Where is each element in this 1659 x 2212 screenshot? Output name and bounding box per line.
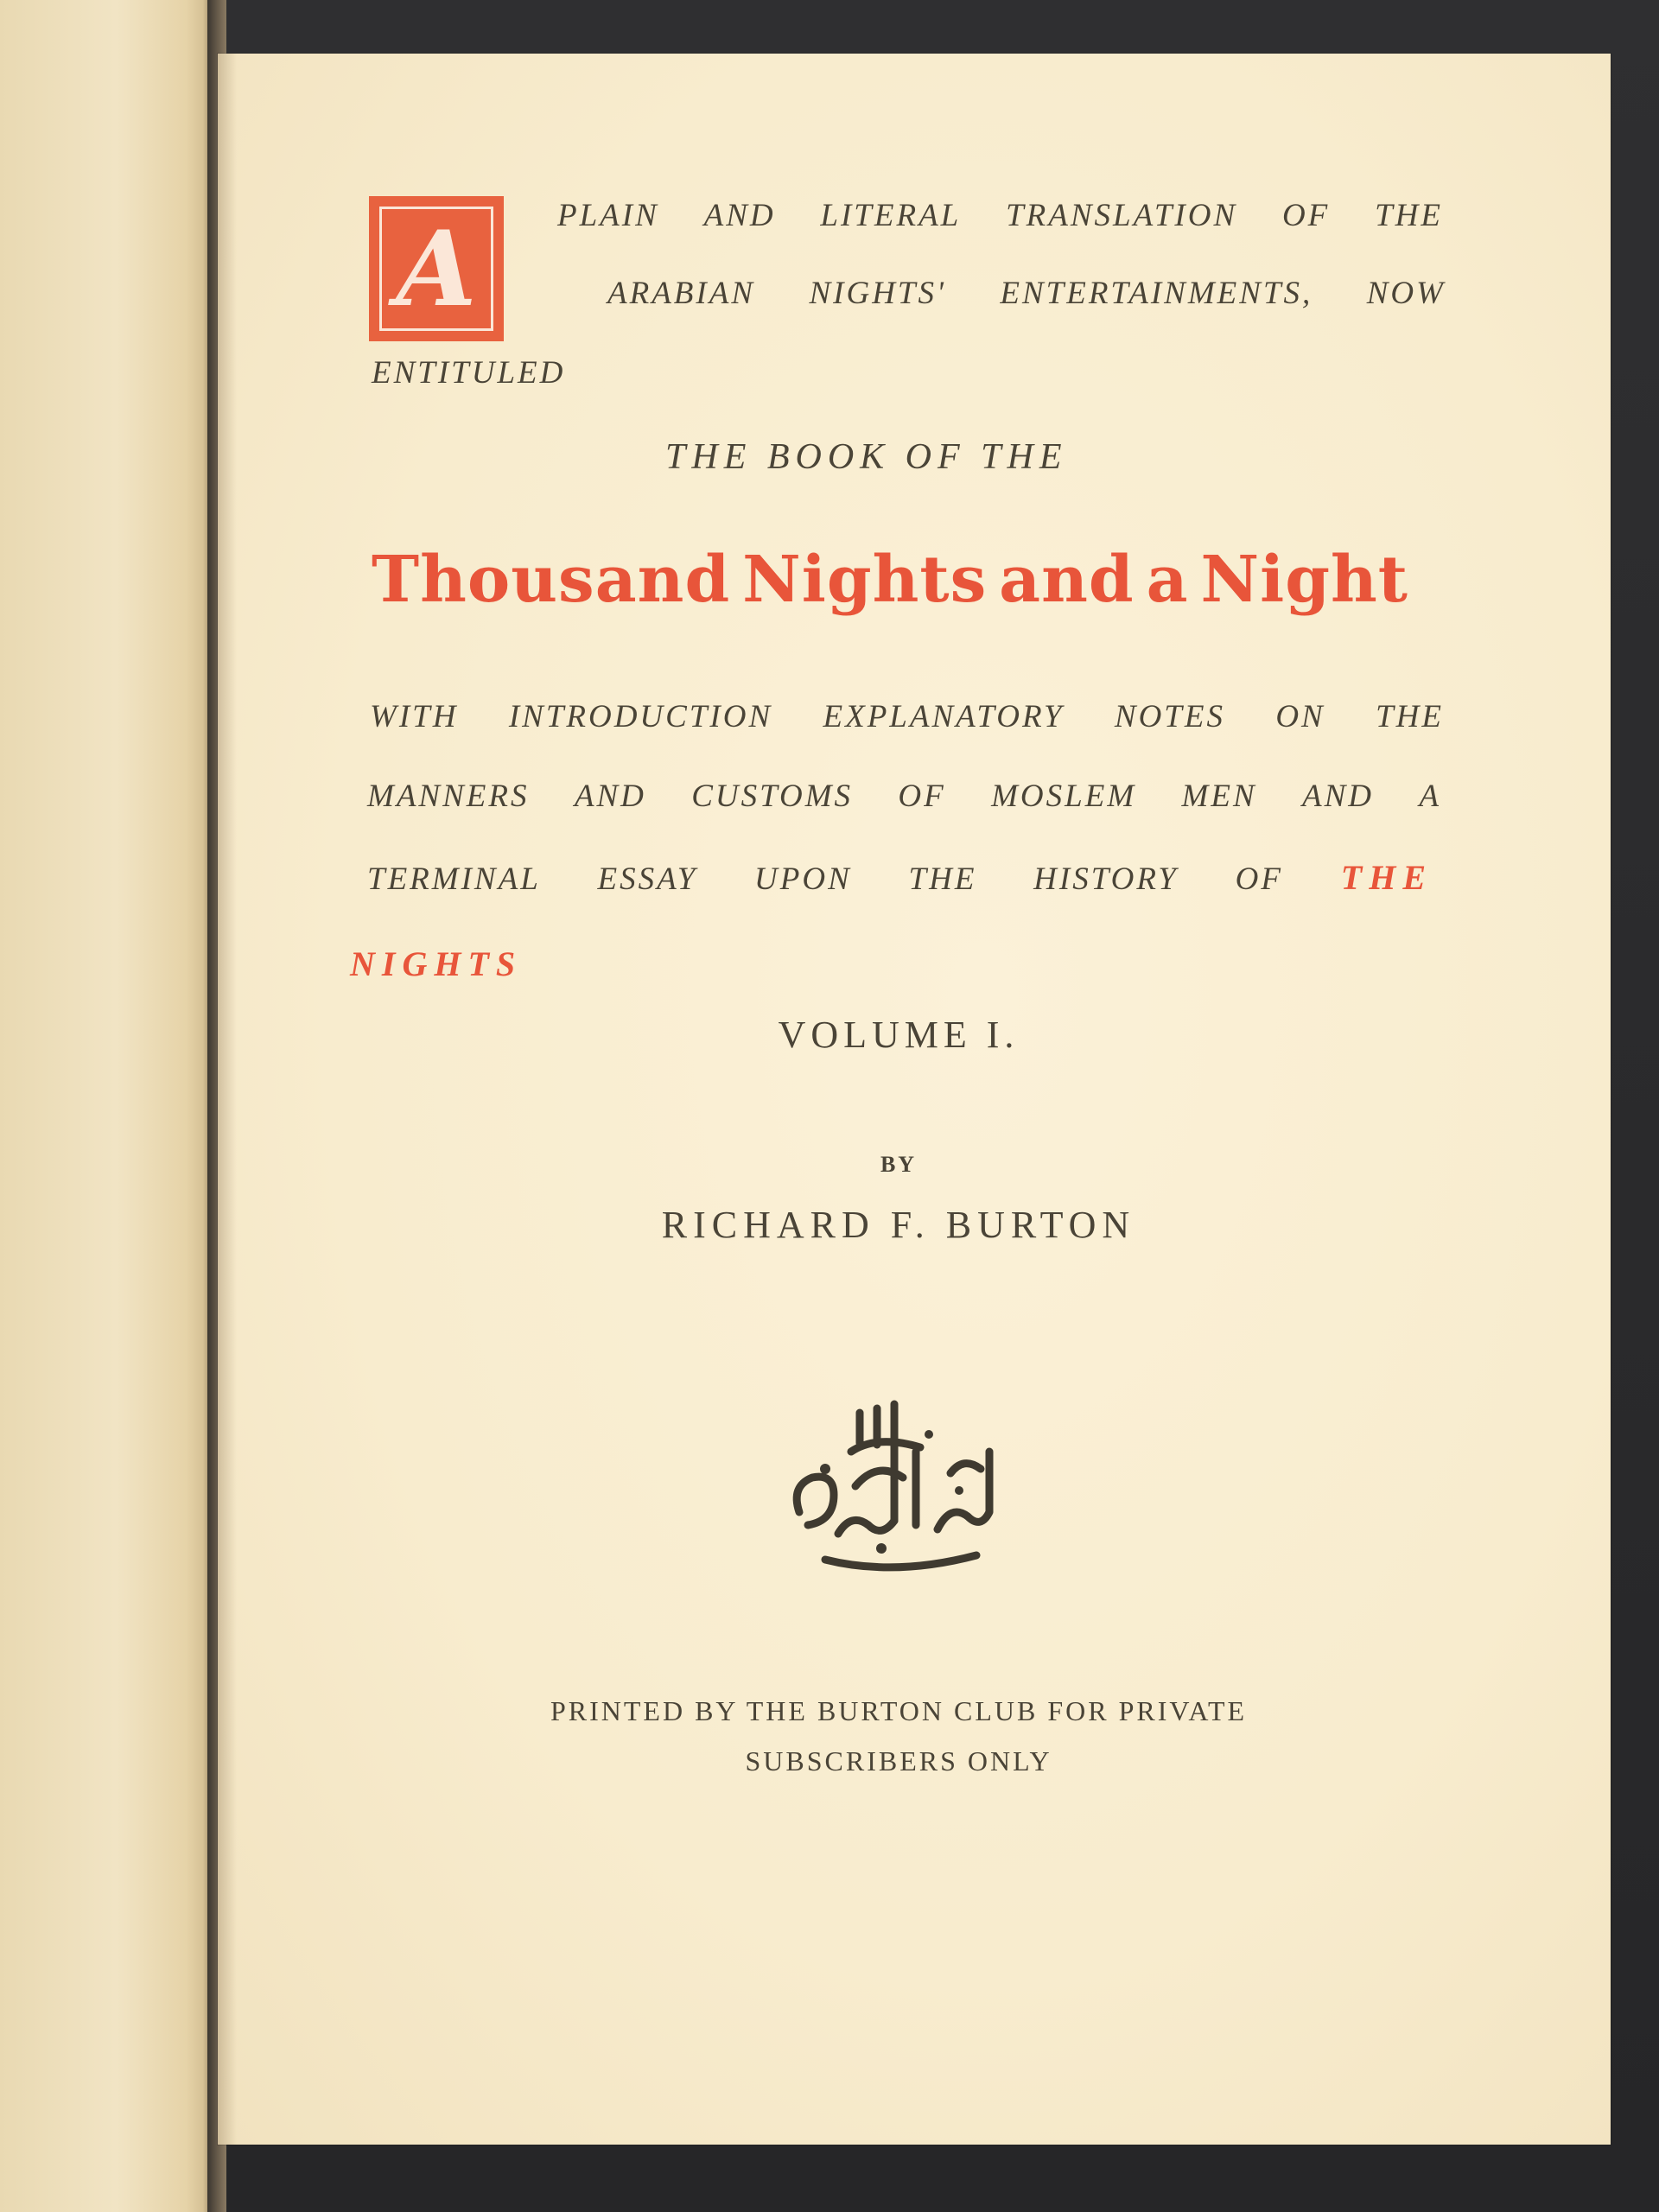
main-title-word: a — [1146, 543, 1189, 617]
main-title-word: Night — [1200, 543, 1408, 617]
description-line-3-word: THE — [908, 861, 977, 897]
by-label: BY — [880, 1152, 918, 1177]
description-red-the: THE — [1340, 858, 1433, 897]
printer-line-1: PRINTED BY THE BURTON CLUB FOR PRIVATE — [550, 1695, 1248, 1726]
description-line-2-word: A — [1419, 779, 1441, 814]
intro-line-1 — [557, 197, 1443, 234]
description-line-3-word: UPON — [754, 861, 852, 897]
description-line-2-word: MANNERS — [367, 779, 530, 814]
printer-line-2: SUBSCRIBERS ONLY — [745, 1745, 1052, 1777]
description-line-2-word: AND — [574, 779, 646, 814]
intro-line-1-word: TRANSLATION — [1006, 198, 1238, 233]
description-line-1-word: WITH — [370, 699, 459, 734]
description-line-2-word: OF — [898, 779, 946, 814]
main-title — [372, 543, 1408, 617]
volume-label: VOLUME I. — [778, 1014, 1020, 1056]
description-line-2 — [367, 778, 1441, 815]
description-red-nights: NIGHTS — [350, 944, 523, 983]
intro-line-2 — [607, 275, 1446, 312]
intro-line-3: ENTITULED — [372, 355, 566, 391]
description-line-1-word: THE — [1376, 699, 1444, 734]
description-line-1 — [370, 698, 1444, 735]
description-line-1-word: ON — [1275, 699, 1325, 734]
description-line-1-word: EXPLANATORY — [823, 699, 1065, 734]
description-line-3-word: TERMINAL — [367, 861, 541, 897]
drop-cap-letter: A — [396, 207, 477, 330]
intro-line-1-word: THE — [1375, 198, 1443, 233]
left-page — [0, 0, 212, 2212]
description-line-2-word: MEN — [1181, 779, 1257, 814]
description-line-1-word: INTRODUCTION — [508, 699, 773, 734]
description-line-1-word: NOTES — [1114, 699, 1225, 734]
intro-line-1-word: LITERAL — [820, 198, 962, 233]
main-title-word: Nights — [742, 543, 988, 617]
description-line-2-word: MOSLEM — [991, 779, 1137, 814]
drop-cap-ornament — [369, 196, 504, 341]
intro-line-2-word: ENTERTAINMENTS, — [1000, 276, 1313, 311]
description-line-3-word: OF — [1235, 861, 1283, 897]
main-title-word: Thousand — [372, 543, 731, 617]
description-line-2-word: CUSTOMS — [691, 779, 854, 814]
description-line-3 — [367, 857, 1433, 898]
description-line-2-word: AND — [1301, 779, 1374, 814]
intro-line-2-word: NIGHTS' — [809, 276, 946, 311]
description-line-3-word: HISTORY — [1033, 861, 1179, 897]
intro-line-1-word: OF — [1281, 198, 1331, 233]
arabic-calligraphy-seal — [773, 1382, 1015, 1590]
intro-line-1-word: AND — [703, 198, 776, 233]
book-of-the: THE BOOK OF THE — [665, 437, 1068, 477]
intro-line-2-word: ARABIAN — [607, 276, 756, 311]
author-name: RICHARD F. BURTON — [661, 1204, 1136, 1246]
intro-line-2-word: NOW — [1366, 276, 1446, 311]
intro-line-1-word: PLAIN — [557, 198, 659, 233]
main-title-word: and — [999, 543, 1135, 617]
description-line-3-word: ESSAY — [597, 861, 698, 897]
